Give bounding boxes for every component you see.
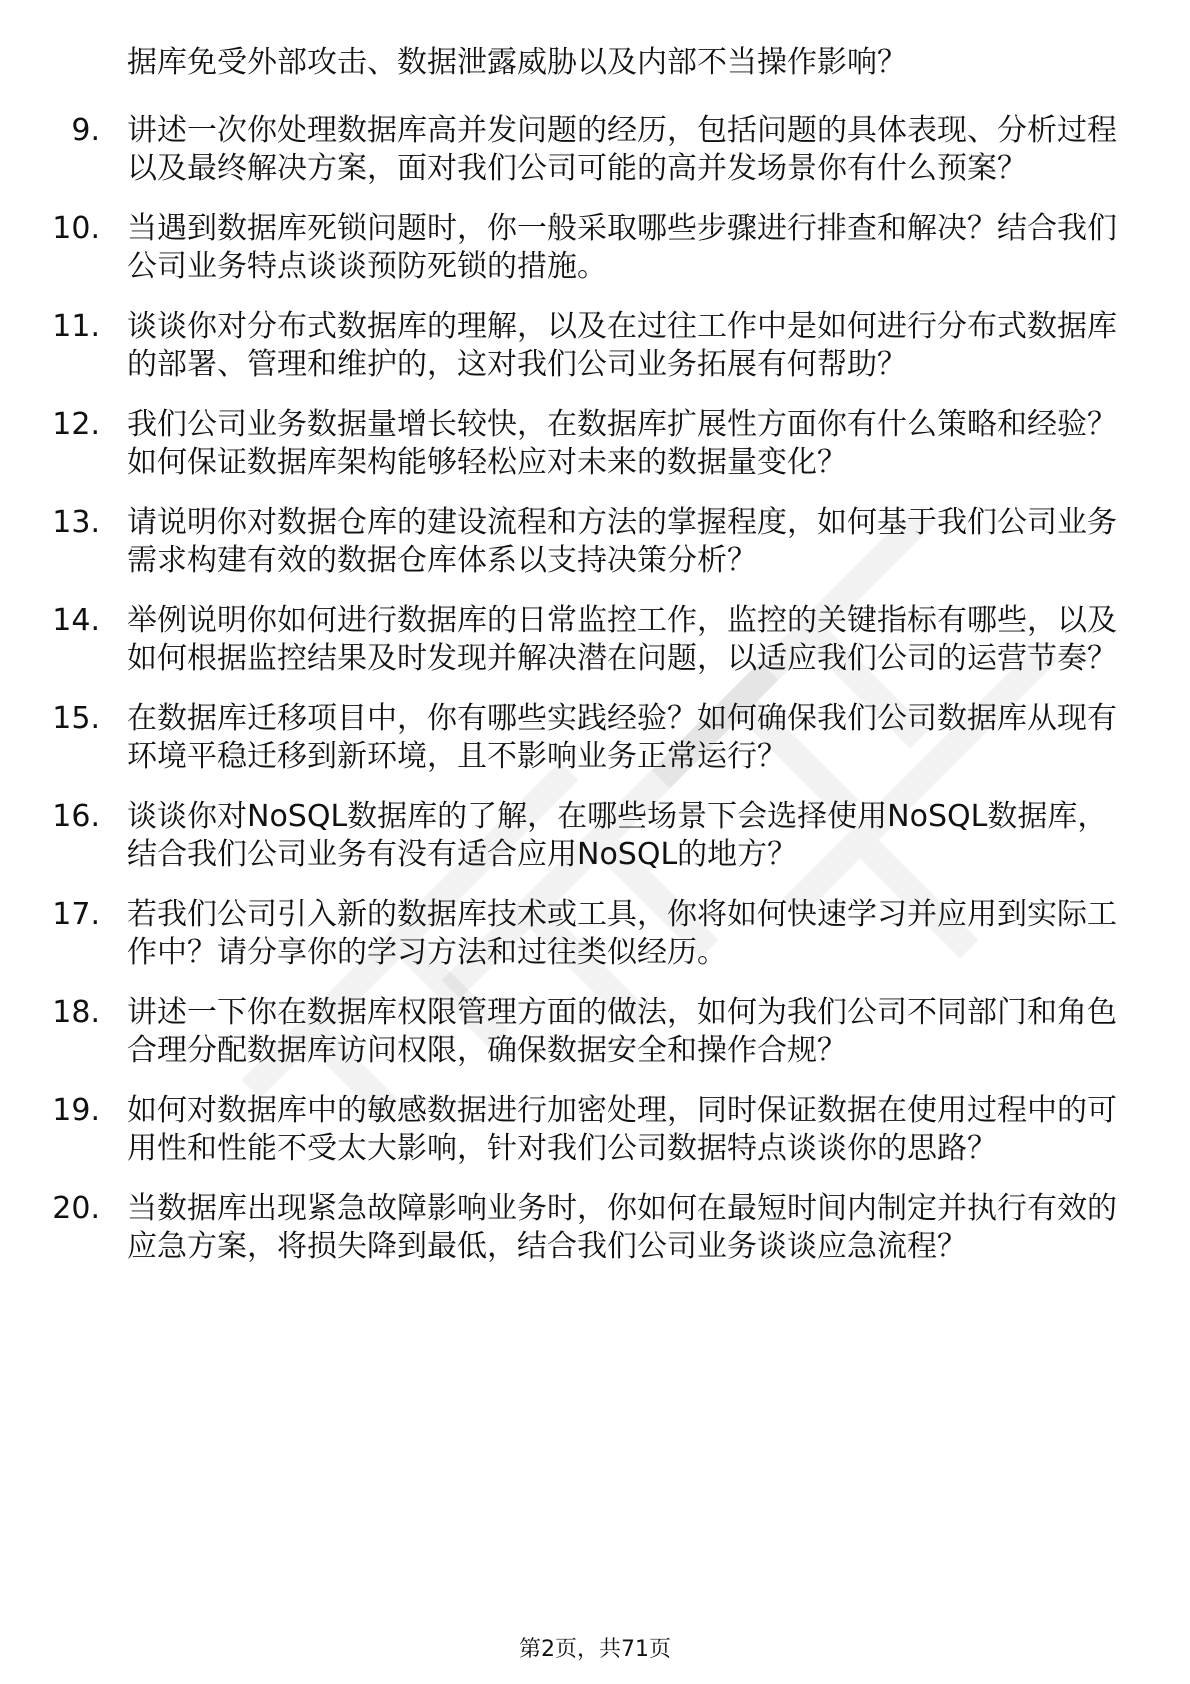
list-item xyxy=(0,504,1190,580)
question-number: 20. xyxy=(52,1191,100,1226)
question-number: 13. xyxy=(52,505,100,540)
list-item xyxy=(0,994,1190,1070)
question-number: 11. xyxy=(52,309,100,344)
question-text: 讲述一下你在数据库权限管理方面的做法，如何为我们公司不同部门和角色合理分配数据库访问权限，确保数据安全和操作合规？ xyxy=(127,995,1117,1068)
question-text: 当遇到数据库死锁问题时，你一般采取哪些步骤进行排查和解决？结合我们公司业务特点谈谈预防死锁的措施。 xyxy=(127,211,1117,284)
question-text: 在数据库迁移项目中，你有哪些实践经验？如何确保我们公司数据库从现有环境平稳迁移到新环境，且不影响业务正常运行？ xyxy=(127,701,1117,774)
question-text: 当数据库出现紧急故障影响业务时，你如何在最短时间内制定并执行有效的应急方案，将损失降到最低，结合我们公司业务谈谈应急流程？ xyxy=(127,1191,1117,1264)
continued-question-text: 据库免受外部攻击、数据泄露威胁以及内部不当操作影响？ xyxy=(127,45,907,80)
question-text: 谈谈你对NoSQL数据库的了解，在哪些场景下会选择使用NoSQL数据库，结合我们公司业务有没有适合应用NoSQL的地方？ xyxy=(127,799,1108,872)
question-number: 14. xyxy=(52,603,100,638)
list-item xyxy=(0,896,1190,972)
list-item xyxy=(0,210,1190,286)
question-text: 谈谈你对分布式数据库的理解，以及在过往工作中是如何进行分布式数据库的部署、管理和维护的，这对我们公司业务拓展有何帮助？ xyxy=(127,309,1117,382)
list-item xyxy=(0,308,1190,384)
list-item xyxy=(0,1092,1190,1168)
question-text: 若我们公司引入新的数据库技术或工具，你将如何快速学习并应用到实际工作中？请分享你的学习方法和过往类似经历。 xyxy=(127,897,1117,970)
question-text: 讲述一次你处理数据库高并发问题的经历，包括问题的具体表现、分析过程以及最终解决方案，面对我们公司可能的高并发场景你有什么预案？ xyxy=(127,113,1117,186)
question-text: 请说明你对数据仓库的建设流程和方法的掌握程度，如何基于我们公司业务需求构建有效的数据仓库体系以支持决策分析？ xyxy=(127,505,1117,578)
list-item xyxy=(0,602,1190,678)
question-text: 我们公司业务数据量增长较快，在数据库扩展性方面你有什么策略和经验？如何保证数据库架构能够轻松应对未来的数据量变化？ xyxy=(127,407,1117,480)
question-text: 如何对数据库中的敏感数据进行加密处理，同时保证数据在使用过程中的可用性和性能不受太大影响，针对我们公司数据特点谈谈你的思路？ xyxy=(127,1093,1117,1166)
document-body xyxy=(0,44,1190,1288)
question-number: 19. xyxy=(52,1093,100,1128)
question-number: 12. xyxy=(52,407,100,442)
question-text: 举例说明你如何进行数据库的日常监控工作，监控的关键指标有哪些，以及如何根据监控结果及时发现并解决潜在问题，以适应我们公司的运营节奏？ xyxy=(127,603,1117,676)
question-number: 17. xyxy=(52,897,100,932)
question-number: 10. xyxy=(52,211,100,246)
list-item xyxy=(0,1190,1190,1266)
page-footer: 第2页，共71页 xyxy=(519,1637,671,1662)
question-number: 15. xyxy=(52,701,100,736)
question-number: 16. xyxy=(52,799,100,834)
question-list xyxy=(0,112,1190,1266)
list-item xyxy=(0,406,1190,482)
list-item xyxy=(0,112,1190,188)
question-number: 9. xyxy=(71,113,100,148)
list-item xyxy=(0,700,1190,776)
question-number: 18. xyxy=(52,995,100,1030)
list-item xyxy=(0,798,1190,874)
